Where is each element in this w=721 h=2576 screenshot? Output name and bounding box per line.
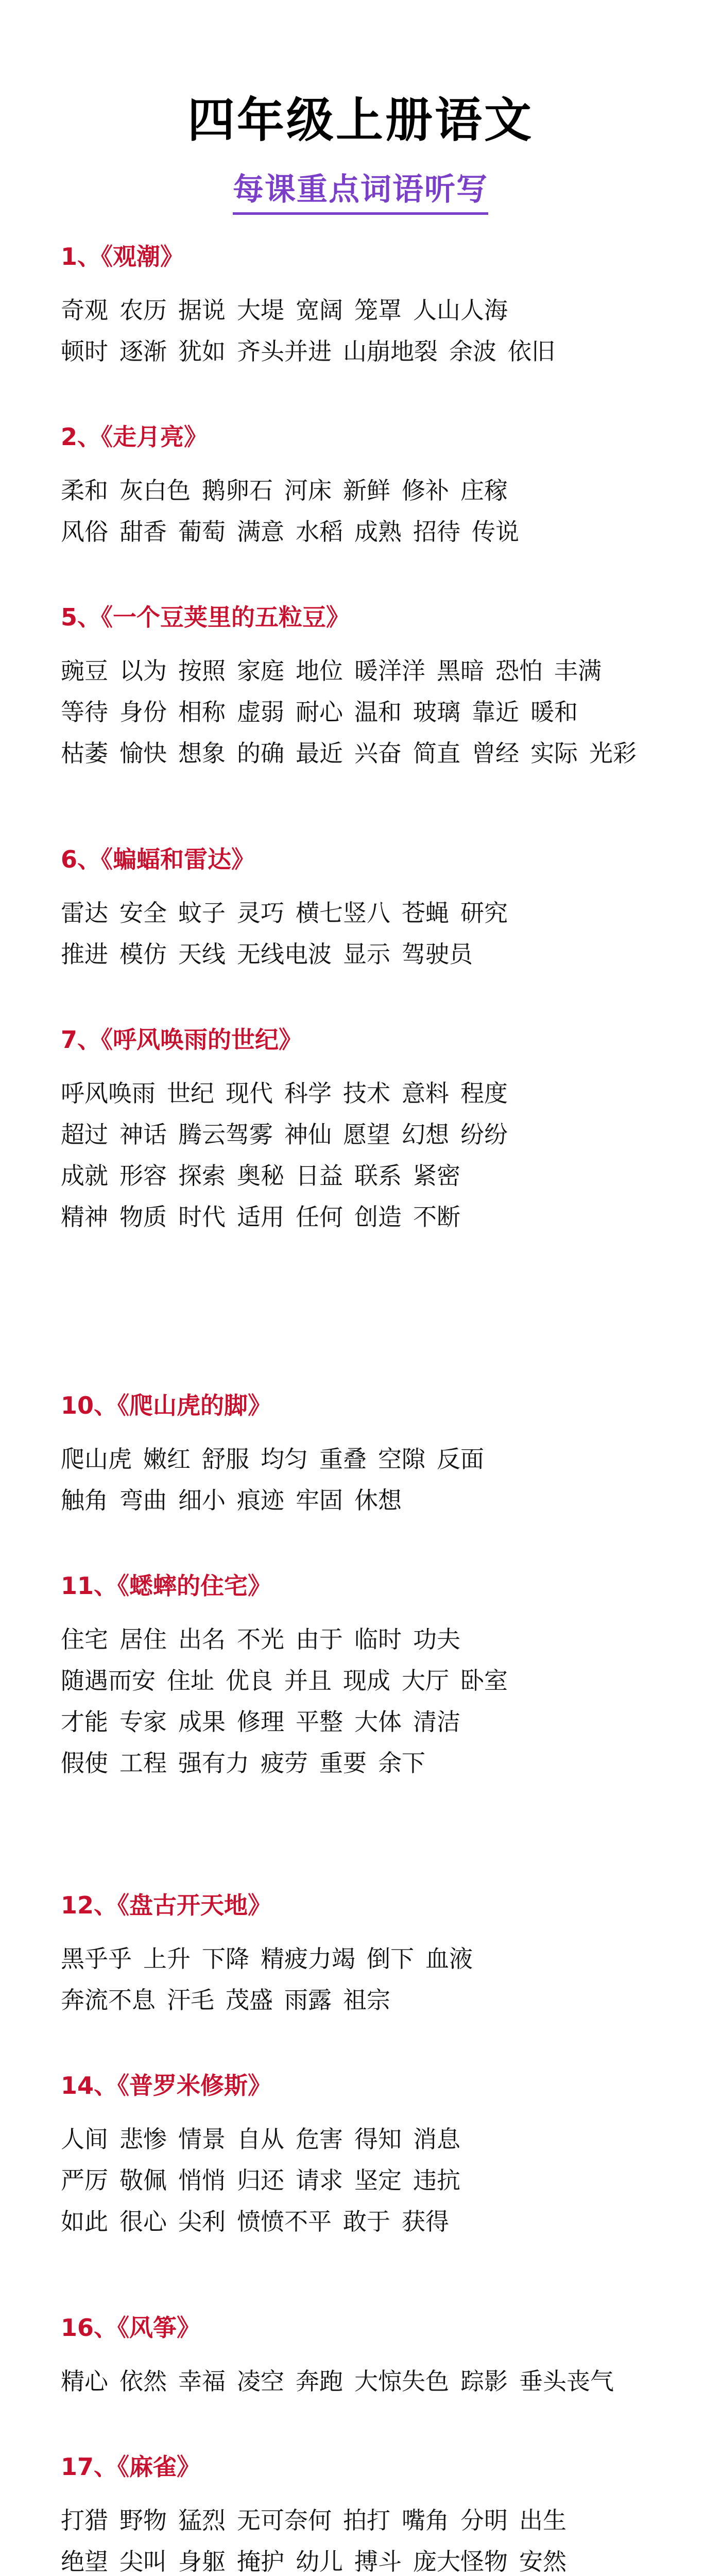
vocab-word: 地位 (296, 657, 343, 685)
vocab-word: 灵巧 (237, 899, 284, 927)
vocab-word: 居住 (119, 1625, 167, 1653)
word-row (61, 892, 694, 934)
vocab-word: 联系 (354, 1162, 402, 1190)
vocab-word: 想象 (178, 739, 226, 767)
word-row (61, 934, 694, 975)
vocab-word: 爬山虎 (61, 1445, 132, 1473)
vocab-word: 由于 (296, 1625, 343, 1653)
word-row (61, 1979, 694, 2021)
vocab-word: 枯萎 (61, 739, 108, 767)
vocab-word: 专家 (119, 1708, 167, 1736)
vocab-word: 悄悄 (178, 2166, 226, 2194)
vocab-word: 蚊子 (178, 899, 226, 927)
vocab-word: 现成 (343, 1667, 390, 1694)
vocab-word: 反面 (437, 1445, 484, 1473)
vocab-word: 无可奈何 (237, 2506, 332, 2534)
vocab-word: 农历 (119, 296, 167, 324)
vocab-word: 搏斗 (354, 2548, 402, 2575)
vocab-word: 卧室 (460, 1667, 508, 1694)
vocab-word: 等待 (61, 698, 108, 726)
word-row (61, 2541, 694, 2576)
vocab-word: 敢于 (343, 2208, 390, 2235)
lesson-heading: 14、《普罗米修斯》 (61, 2072, 272, 2099)
vocab-word: 踪影 (460, 2367, 508, 2395)
vocab-word: 兴奋 (354, 739, 402, 767)
vocab-word: 凌空 (237, 2367, 284, 2395)
page-title: 四年级上册语文 (187, 93, 534, 148)
vocab-word: 危害 (296, 2125, 343, 2153)
vocab-word: 身躯 (178, 2548, 226, 2575)
vocab-word: 形容 (119, 1162, 167, 1190)
vocab-word: 腾云驾雾 (178, 1121, 273, 1148)
word-row (61, 2361, 694, 2402)
vocab-word: 温和 (354, 698, 402, 726)
vocab-word: 依旧 (508, 337, 555, 365)
word-row (61, 1196, 694, 1238)
lesson-heading: 16、《风筝》 (61, 2314, 201, 2342)
vocab-word: 下降 (202, 1945, 249, 1973)
vocab-word: 平整 (296, 1708, 343, 1736)
vocab-word: 鹅卵石 (202, 477, 273, 504)
vocab-word: 成熟 (354, 518, 402, 546)
vocab-word: 才能 (61, 1708, 108, 1736)
vocab-word: 创造 (354, 1203, 402, 1231)
vocab-word: 时代 (178, 1203, 226, 1231)
vocab-word: 请求 (296, 2166, 343, 2194)
vocab-word: 安然 (519, 2548, 566, 2575)
vocab-word: 重要 (319, 1749, 367, 1777)
vocab-word: 神话 (119, 1121, 167, 1148)
vocab-word: 祖宗 (343, 1986, 390, 2014)
vocab-word: 庞大怪物 (413, 2548, 508, 2575)
lesson-section (61, 845, 694, 975)
lesson-heading: 7、《呼风唤雨的世纪》 (61, 1026, 303, 1054)
word-row (61, 1742, 694, 1784)
vocab-word: 丰满 (554, 657, 602, 685)
lesson-section (61, 1571, 694, 1784)
vocab-word: 汗毛 (167, 1986, 214, 2014)
vocab-word: 消息 (413, 2125, 460, 2153)
lesson-heading: 1、《观潮》 (61, 243, 184, 270)
vocab-word: 家庭 (237, 657, 284, 685)
vocab-word: 野物 (119, 2506, 167, 2534)
vocab-word: 暖洋洋 (354, 657, 425, 685)
vocab-word: 重叠 (319, 1445, 367, 1473)
vocab-word: 出生 (519, 2506, 566, 2534)
vocab-word: 并且 (284, 1667, 332, 1694)
vocab-word: 满意 (237, 518, 284, 546)
vocab-word: 休想 (354, 1486, 402, 1514)
vocab-word: 世纪 (167, 1079, 214, 1107)
word-row (61, 1660, 694, 1701)
word-row (61, 1701, 694, 1742)
vocab-word: 打猎 (61, 2506, 108, 2534)
vocab-word: 适用 (237, 1203, 284, 1231)
vocab-word: 安全 (119, 899, 167, 927)
word-row (61, 691, 694, 733)
vocab-word: 茂盛 (226, 1986, 273, 2014)
vocab-word: 宽阔 (296, 296, 343, 324)
vocab-word: 愤愤不平 (237, 2208, 332, 2235)
word-row (61, 2500, 694, 2541)
lesson-section (61, 603, 694, 774)
vocab-word: 据说 (178, 296, 226, 324)
vocab-word: 实际 (530, 739, 578, 767)
vocab-word: 大体 (354, 1708, 402, 1736)
vocab-word: 成就 (61, 1162, 108, 1190)
vocab-word: 科学 (284, 1079, 332, 1107)
vocab-word: 归还 (237, 2166, 284, 2194)
vocab-word: 优良 (226, 1667, 273, 1694)
subtitle-wrap (0, 165, 721, 215)
vocab-word: 获得 (402, 2208, 449, 2235)
word-row (61, 1114, 694, 1155)
vocab-word: 大厅 (402, 1667, 449, 1694)
vocab-word: 敬佩 (119, 2166, 167, 2194)
vocab-word: 出名 (178, 1625, 226, 1653)
vocab-word: 靠近 (472, 698, 519, 726)
lesson-heading: 12、《盘古开天地》 (61, 1891, 272, 1919)
vocab-word: 分明 (460, 2506, 508, 2534)
vocab-word: 驾驶员 (402, 940, 473, 968)
vocab-word: 苍蝇 (402, 899, 449, 927)
vocab-word: 超过 (61, 1121, 108, 1148)
word-row (61, 2201, 694, 2242)
vocab-word: 住宅 (61, 1625, 108, 1653)
word-row (61, 470, 694, 511)
vocab-word: 奔流不息 (61, 1986, 156, 2014)
vocab-word: 细小 (178, 1486, 226, 1514)
vocab-word: 雨露 (284, 1986, 332, 2014)
page-subtitle: 每课重点词语听写 (233, 165, 488, 215)
lesson-heading: 2、《走月亮》 (61, 423, 208, 451)
vocab-word: 随遇而安 (61, 1667, 156, 1694)
vocab-word: 呼风唤雨 (61, 1079, 156, 1107)
vocab-word: 幻想 (402, 1121, 449, 1148)
vocab-word: 恐怕 (495, 657, 543, 685)
vocab-word: 传说 (472, 518, 519, 546)
vocab-word: 齐头并进 (237, 337, 332, 365)
vocab-word: 身份 (119, 698, 167, 726)
vocab-word: 探索 (178, 1162, 226, 1190)
vocab-word: 坚定 (354, 2166, 402, 2194)
vocab-word: 尖叫 (119, 2548, 167, 2575)
word-row (61, 1155, 694, 1196)
lesson-heading: 11、《蟋蟀的住宅》 (61, 1572, 272, 1600)
vocab-word: 不光 (237, 1625, 284, 1653)
vocab-word: 弯曲 (119, 1486, 167, 1514)
vocab-word: 悲惨 (119, 2125, 167, 2153)
vocab-word: 河床 (284, 477, 332, 504)
vocab-word: 虚弱 (237, 698, 284, 726)
vocab-word: 研究 (460, 899, 508, 927)
vocab-word: 上升 (143, 1945, 191, 1973)
vocab-word: 任何 (296, 1203, 343, 1231)
vocab-word: 豌豆 (61, 657, 108, 685)
vocab-word: 猛烈 (178, 2506, 226, 2534)
vocab-word: 倒下 (367, 1945, 414, 1973)
lesson-heading: 6、《蝙蝠和雷达》 (61, 845, 255, 873)
vocab-word: 血液 (425, 1945, 473, 1973)
vocab-word: 临时 (354, 1625, 402, 1653)
vocab-word: 空隙 (378, 1445, 425, 1473)
vocab-word: 显示 (343, 940, 390, 968)
vocab-word: 新鲜 (343, 477, 390, 504)
lesson-section (61, 1391, 694, 1521)
vocab-word: 的确 (237, 739, 284, 767)
vocab-word: 雷达 (61, 899, 108, 927)
lesson-section (61, 2452, 694, 2576)
word-row (61, 1480, 694, 1521)
vocab-word: 曾经 (472, 739, 519, 767)
vocab-word: 住址 (167, 1667, 214, 1694)
vocab-word: 均匀 (261, 1445, 308, 1473)
vocab-word: 山崩地裂 (343, 337, 438, 365)
vocab-word: 工程 (119, 1749, 167, 1777)
vocab-word: 甜香 (119, 518, 167, 546)
word-row (61, 2119, 694, 2160)
vocab-word: 黑乎乎 (61, 1945, 132, 1973)
vocab-word: 幼儿 (296, 2548, 343, 2575)
vocab-word: 日益 (296, 1162, 343, 1190)
vocab-word: 掩护 (237, 2548, 284, 2575)
vocab-word: 功夫 (413, 1625, 460, 1653)
vocab-word: 人山人海 (413, 296, 508, 324)
vocab-word: 很心 (119, 2208, 167, 2235)
vocab-word: 黑暗 (437, 657, 484, 685)
vocab-word: 垂头丧气 (519, 2367, 614, 2395)
vocab-word: 程度 (460, 1079, 508, 1107)
word-row (61, 2160, 694, 2201)
vocab-word: 假使 (61, 1749, 108, 1777)
vocab-word: 嘴角 (402, 2506, 449, 2534)
vocab-word: 余波 (449, 337, 496, 365)
vocab-word: 自从 (237, 2125, 284, 2153)
vocab-word: 幸福 (178, 2367, 226, 2395)
vocab-word: 物质 (119, 1203, 167, 1231)
vocab-word: 神仙 (284, 1121, 332, 1148)
vocab-word: 暖和 (530, 698, 578, 726)
vocab-word: 精疲力竭 (261, 1945, 355, 1973)
vocab-word: 顿时 (61, 337, 108, 365)
vocab-word: 嫩红 (143, 1445, 191, 1473)
vocab-word: 牢固 (296, 1486, 343, 1514)
vocab-word: 如此 (61, 2208, 108, 2235)
vocab-word: 葡萄 (178, 518, 226, 546)
vocab-word: 修理 (237, 1708, 284, 1736)
vocab-word: 大堤 (237, 296, 284, 324)
word-row (61, 1438, 694, 1480)
vocab-word: 水稻 (296, 518, 343, 546)
vocab-word: 简直 (413, 739, 460, 767)
vocab-word: 推进 (61, 940, 108, 968)
lesson-section (61, 1891, 694, 2021)
vocab-word: 犹如 (178, 337, 226, 365)
vocab-word: 天线 (178, 940, 226, 968)
vocab-word: 严厉 (61, 2166, 108, 2194)
word-row (61, 511, 694, 552)
lesson-section (61, 2313, 694, 2402)
vocab-word: 耐心 (296, 698, 343, 726)
word-row (61, 650, 694, 691)
vocab-word: 模仿 (119, 940, 167, 968)
word-row (61, 331, 694, 372)
vocab-word: 得知 (354, 2125, 402, 2153)
vocab-word: 尖利 (178, 2208, 226, 2235)
vocab-word: 人间 (61, 2125, 108, 2153)
vocab-word: 庄稼 (460, 477, 508, 504)
lesson-section (61, 2071, 694, 2242)
lesson-section (61, 422, 694, 552)
vocab-word: 灰白色 (119, 477, 191, 504)
lesson-heading: 10、《爬山虎的脚》 (61, 1392, 272, 1419)
vocab-word: 修补 (402, 477, 449, 504)
vocab-word: 无线电波 (237, 940, 332, 968)
vocab-word: 风俗 (61, 518, 108, 546)
word-row (61, 1938, 694, 1979)
vocab-word: 清洁 (413, 1708, 460, 1736)
vocab-word: 情景 (178, 2125, 226, 2153)
vocab-word: 精心 (61, 2367, 108, 2395)
vocab-word: 紧密 (413, 1162, 460, 1190)
word-row (61, 1073, 694, 1114)
vocab-word: 光彩 (589, 739, 637, 767)
vocab-word: 精神 (61, 1203, 108, 1231)
lesson-section (61, 242, 694, 372)
vocab-word: 纷纷 (460, 1121, 508, 1148)
word-row (61, 290, 694, 331)
word-row (61, 733, 694, 774)
vocab-word: 按照 (178, 657, 226, 685)
vocab-word: 大惊失色 (354, 2367, 449, 2395)
vocab-word: 笼罩 (354, 296, 402, 324)
vocab-word: 舒服 (202, 1445, 249, 1473)
word-row (61, 1619, 694, 1660)
vocab-word: 不断 (413, 1203, 460, 1231)
vocab-word: 强有力 (178, 1749, 249, 1777)
vocab-word: 触角 (61, 1486, 108, 1514)
vocab-word: 依然 (119, 2367, 167, 2395)
vocab-word: 余下 (378, 1749, 425, 1777)
vocab-word: 奇观 (61, 296, 108, 324)
lesson-heading: 17、《麻雀》 (61, 2453, 201, 2481)
vocab-word: 意料 (402, 1079, 449, 1107)
vocab-word: 疲劳 (261, 1749, 308, 1777)
vocab-word: 相称 (178, 698, 226, 726)
vocab-word: 拍打 (343, 2506, 390, 2534)
vocab-word: 奔跑 (296, 2367, 343, 2395)
vocab-word: 以为 (119, 657, 167, 685)
vocab-word: 违抗 (413, 2166, 460, 2194)
vocab-word: 柔和 (61, 477, 108, 504)
lesson-section (61, 1025, 694, 1238)
lesson-heading: 5、《一个豆荚里的五粒豆》 (61, 603, 350, 631)
vocab-word: 痕迹 (237, 1486, 284, 1514)
vocab-word: 最近 (296, 739, 343, 767)
vocab-word: 成果 (178, 1708, 226, 1736)
vocab-word: 愉快 (119, 739, 167, 767)
vocab-word: 玻璃 (413, 698, 460, 726)
vocab-word: 逐渐 (119, 337, 167, 365)
vocab-word: 招待 (413, 518, 460, 546)
vocab-word: 奥秘 (237, 1162, 284, 1190)
vocab-word: 技术 (343, 1079, 390, 1107)
vocab-word: 愿望 (343, 1121, 390, 1148)
vocab-word: 现代 (226, 1079, 273, 1107)
vocab-word: 横七竖八 (296, 899, 390, 927)
vocab-word: 绝望 (61, 2548, 108, 2575)
